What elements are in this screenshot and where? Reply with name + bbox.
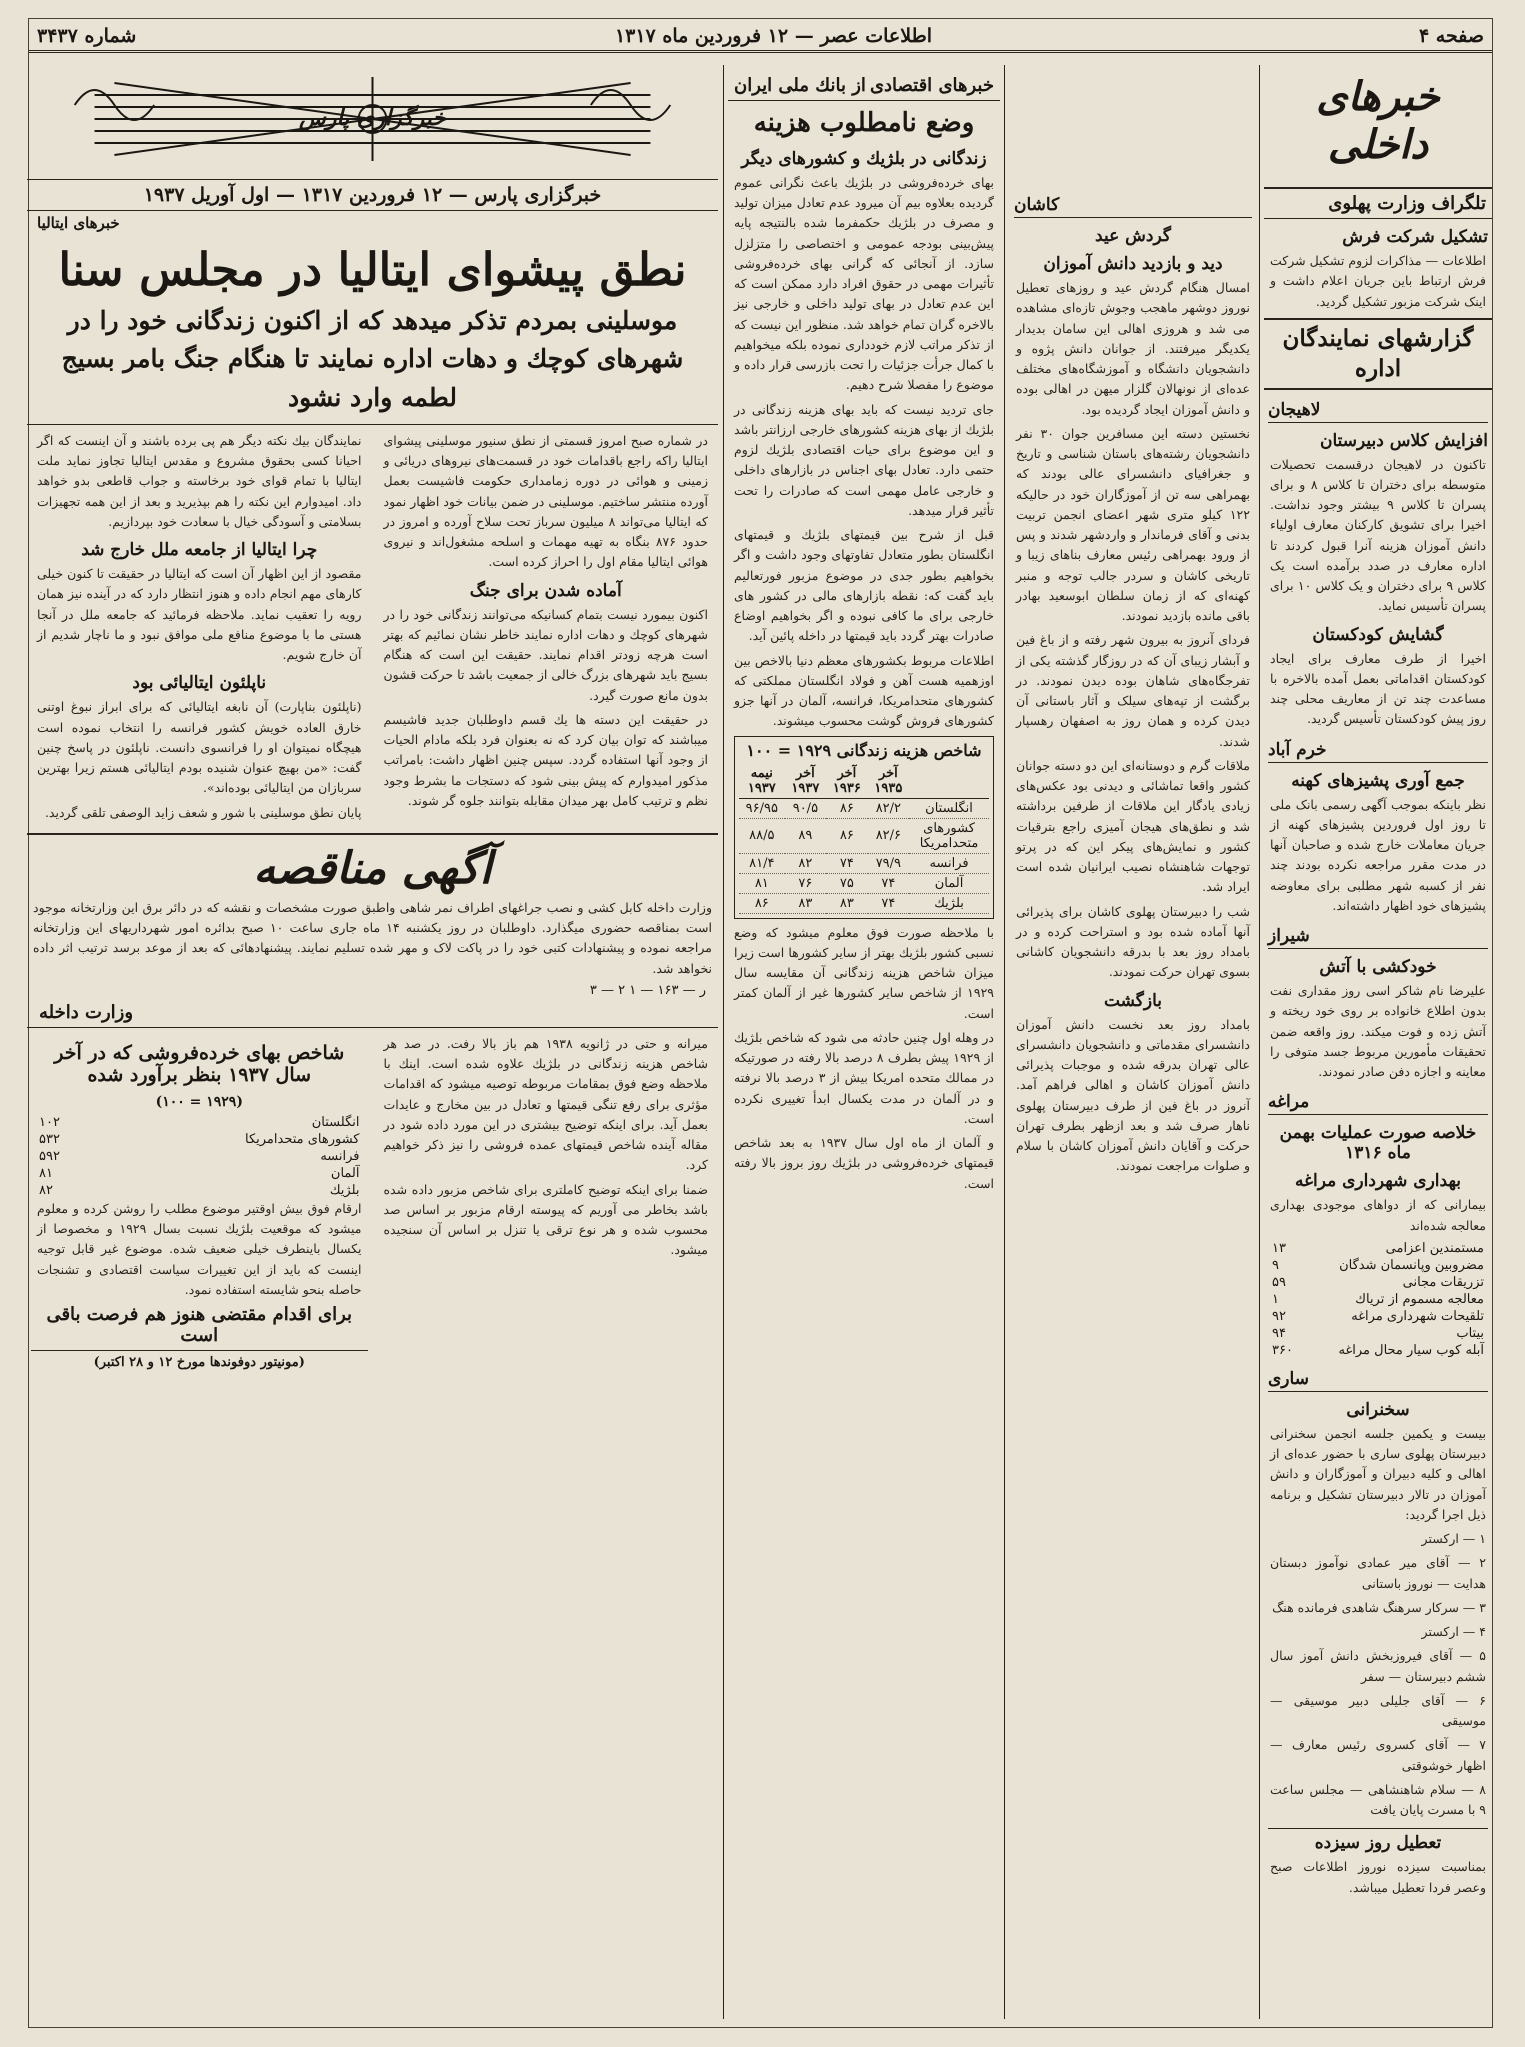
table-cell: ۸۹ [785,818,826,853]
table-cell: ۸۱ [739,873,785,893]
article-body: جای تردید نیست که باید بهای هزینه زندگانی در بلژیك از بهای هزینه کشورهای خارجی ارزانتر باشد و این موضوع برای حیات اقتصادی بلژیك لزوم حتمی دارد. تعادل بهای اجناس در بازارهای داخلی و خارجی عامل مهمی است که صادرات را تحت تأثیر قرار میدهد. [734,401,994,518]
article-body: قبل از شرح بین قیمتهای بلژیك و قیمتهای انگلستان بطور متعادل تفاوتهای وجود داشت و اگر بخواهیم بطور جدی در موضوع مزبور فورتعالیم باید گفت که: نقطه بازارهای مالی در کشور های خارجی برای ما کافی نبوده و اگر بخواهیم اوضاع صادرات بهتر گردد باید قیمتها در داخله پائین آید. [734,527,994,644]
article-body: امسال هنگام گردش عید و روزهای تعطیل نوروز دوشهر ماهجب وجوش تازه‌ای مشاهده می شد و هروزی اهالی این سامان بدیدار یکدیگر میرفتند. از جوانان دانش پژوه و دانشجویان دانشگاه و آموزشگاه‌های مختلف عده‌ای از نونهالان گلزار میهن در اهالی بوده و دانش آموزان ایجاد گردیده بود. [1016,280,1250,417]
city-label: لاهیجان [1268,400,1488,423]
table-row [739,893,989,913]
article-head: بهداری شهرداری مراغه [1294,1171,1462,1192]
table-cell: ۸۲/۲ [868,798,909,818]
reports-head: گزارشهای نمایندگان اداره [1264,318,1492,390]
article-head: خلاصه صورت عملیات بهمن ماه ۱۳۱۶ [1279,1123,1477,1164]
economic-news-column [728,65,1000,2019]
pars-dateline: خبرگزاری پارس — ۱۲ فروردین ۱۳۱۷ — اول آوریل ۱۹۳۷ [27,179,718,211]
retail-row [31,1182,368,1199]
retail-source: (مونیتور دوفوندها مورخ ۱۲ و ۲۸ اکتبر) [31,1350,368,1370]
retail-label: بلژیك [329,1182,360,1198]
issue-number: شماره ۳۴۳۷ [37,25,137,47]
main-headline: نطق پیشوای ایتالیا در مجلس سنا [58,243,687,296]
column-header: آخر ۱۹۳۶ [826,764,867,799]
article-head: تشکیل شرکت فرش [1342,227,1488,247]
article-subhead: چرا ایتالیا از جامعه ملل خارج شد [81,540,318,560]
table-cell: ۹۶/۹۵ [739,798,785,818]
pars-column-left [31,431,368,827]
table-cell: انگلستان [909,798,989,818]
article-body: پایان نطق موسلینی با شور و شعف زاید الوصفی تلقی گردید. [44,804,362,820]
article-head: گردش عید [1095,226,1171,246]
column-spacer [1010,65,1256,185]
pars-article-columns [27,424,718,827]
article-body: (ناپلئون بناپارت) آن نابغه ایتالیائی که برای ابراز نبوغ اوتنی خارق العاده خویش کشور فرانسه را انتخاب نموده است هیچگاه نمیتوان او را فرانسوی دانست. ناپلئون در پاسخ چنین گفت: «من بهیچ عنوان شنیده بودم ایتالیائی هستم زیرا بهترین سربازان من ایتالیائی بوده‌اند». [37,699,362,796]
stats-value: ۹۲ [1272,1308,1286,1324]
pars-news-column [27,65,718,2019]
headline-deck: موسلینی بمردم تذکر میدهد که از اکنون زندگانی خود را در شهرهای کوچك و دهات اداره نمایند تا هنگام جنگ بامر بسیج لطمه وارد نشود [61,305,684,412]
article-body: میرانه و حتی در ژانویه ۱۹۳۸ هم باز بالا رفت. در صد هر شاخص هزینه زندگانی در بلژیك علاوه شده است. اینك با ملاحظه وضع فوق بمقامات مربوطه توصیه میشود که اقدامات مؤثری برای رفع تنگی قیمتها و تعادل در بین مخارج و عایدات بعمل آید. برای اینکه توضیح بیشتری در این مورد داده شود در مقاله آینده شاخص قیمتهای عمده فروشی را نیز ذکر خواهیم کرد. [383,1035,708,1173]
stats-label: معالجه مسموم از تریاك [1355,1291,1484,1307]
retail-label: آلمان [330,1165,360,1181]
article-subhead: آماده شدن برای جنگ [469,580,622,601]
stats-label: مضروبین وپانسمان شدگان [1339,1257,1484,1273]
retail-index-box [31,1034,368,1370]
domestic-title: خبرهای داخلی [1316,73,1440,168]
econ-source: از بانك ملی ایران [734,75,866,96]
table-cell: ۷۴ [868,893,909,913]
retail-value: ۸۱ [39,1165,53,1181]
table-header-row [739,764,989,799]
stats-row [1264,1291,1492,1308]
retail-head: شاخص بهای خرده‌فروشی که در آخر سال ۱۹۳۷ بنظر برآورد شده [54,1041,345,1086]
tender-fine-print: ر — ۱۶۳ — ۱ ۲ — ۳ [589,982,706,998]
column-rule [723,65,724,2019]
article-body: بیست و یکمین جلسه انجمن سخنرانی دبیرستان پهلوی ساری با حضور عده‌ای از اهالی و کلیه دبیران و آموزگاران و دانش آموزان در تالار دبیرستان تشکیل و برنامه ذیل اجرا گردید: [1270,1425,1486,1522]
article-body: و آلمان از ماه اول سال ۱۹۳۷ به بعد شاخص قیمتهای خرده‌فروشی در بلژیك روز بروز بالا رفته است. [734,1135,994,1191]
tender-body: وزارت داخله کابل کشی و نصب جراغهای اطراف نمر شاهی واطبق صورت مشخصات و نقشه که در دائر برق این وزارتخانه موجود است بمناقصه حضوری میگذارد. داوطلبان در روز یکشنبه ۱۴ ماه جاری ساعت ۱۰ صبح بدائره امور شهرداریهای این وزارتخانه مراجعه نموده و پیشنهادات کتبی خود را در پاکت لاک و مهر شده تسلیم نمایند. پیشنهادهائی که بعد از موعد برسد ترتیب اثر داده نخواهد شد. [33,899,712,976]
table-cell: ۸۸/۵ [739,818,785,853]
table-cell: ۸۲ [785,853,826,873]
article-body: بیمارانی که از دواهای موجودی بهداری معالجه شده‌اند [1270,1197,1486,1233]
column-rule [1004,65,1005,2019]
retail-label: کشورهای متحدامریکا [244,1131,360,1147]
stats-label: آبله کوب سیار محال مراغه [1338,1342,1484,1358]
table-cell: ۷۴ [868,873,909,893]
article-body: نظر باینکه بموجب آگهی رسمی بانک ملی تا روز اول فروردین پشیزهای کهنه از جریان معاملات خارج شده و صاحبان آنها در مدت مقرر مراجعه نکرده بودند چند نفر از کسبه شهر مطلبی برای معاوضه پشیزهای خود اظهار داشته‌اند. [1270,796,1486,913]
stats-row [1264,1240,1492,1257]
stats-row [1264,1325,1492,1342]
article-body: بامداد روز بعد نخست دانش آموزان دانشسرای مقدماتی و دانشجویان دانشسرای عالی تهران بدرقه شده و موجبات پذیرائی دانش آموزان کاشان و اهالی فراهم آمد. آنروز در باغ فین از طرف دبیرستان پهلوی ناهار صرف شد و بعد ازظهر بطرف تهران حرکت و آقایان دانش آموزان کاشان با سلام و صلوات مراجعت نمودند. [1016,1016,1250,1174]
retail-value: ۵۳۲ [39,1131,60,1147]
masthead-date: اطلاعات عصر — ۱۲ فروردین ماه ۱۳۱۷ [614,25,932,47]
retail-base: (۱۹۲۹ = ۱۰۰) [155,1093,243,1110]
article-head: دید و بازدید دانش آموزان [1043,254,1223,274]
stats-value: ۹ [1272,1257,1279,1273]
article-head: گشایش کودکستان [1312,624,1444,645]
logo-text: خبرگزاری پارس [299,105,446,131]
article-body: با ملاحظه صورت فوق معلوم میشود که وضع نسبی کشور بلژیك بهتر از سایر کشورها است زیرا میزان شاخص هزینه زندگانی آن مقایسه سال ۱۹۲۹ از شاخص سایر کشورها غیر از آلمان کمتر است. [734,924,994,1021]
column-rule [1259,65,1260,2019]
retail-value: ۸۲ [39,1182,53,1198]
table-cell: کشورهای متحدامریکا [909,818,989,853]
table-title: شاخص هزینه زندگانی ۱۹۲۹ = ۱۰۰ [746,740,982,760]
table-cell: ۷۶ [785,873,826,893]
table-row [739,818,989,853]
program-item: ۸ — سلام شاهنشاهی — مجلس ساعت ۹ با مسرت پایان یافت [1270,1781,1486,1818]
pars-column-right [378,431,715,827]
article-body: ملاقات گرم و دوستانه‌ای این دو دسته جوانان کشور واقعا تماشائی و دیدنی بود عکس‌های زیادی یادگار این ملاقات از طرفین برداشته شد و نطق‌های هیجان آمیزی راجع بترقیات کشور و نمایش‌های پیکر این که در پرتو توجهات شاهنشاه نصیب ایرانیان شده است ایراد شد. [1016,757,1250,895]
table-cell: ۸۶ [826,818,867,853]
retail-value: ۵۹۲ [39,1148,60,1164]
stats-value: ۹۴ [1272,1325,1286,1341]
article-head: تعطیل روز سیزده [1268,1828,1488,1853]
city-label: مراغه [1268,1092,1488,1115]
table-cell: ۷۹/۹ [868,853,909,873]
table-cell: ۸۳ [826,893,867,913]
lower-econ-right [378,1034,715,1370]
table-cell: ۷۴ [826,853,867,873]
retail-label: فرانسه [320,1148,360,1164]
article-body: اخیرا از طرف معارف برای ایجاد کودکستان اقداماتی بعمل آمده بالاخره با مساعدت چند تن از معاریف محلی چند روز پیش کودکستان تأسیس گردید. [1270,650,1486,727]
program-item: ۴ — ارکستر [1421,1624,1486,1640]
pars-agency-logo [35,65,710,173]
column-header [909,764,989,799]
article-head: خودکشی با آتش [1319,957,1437,978]
retail-row [31,1131,368,1148]
article-body: در شماره صبح امروز قسمتی از نطق سنیور موسلینی پیشوای ایتالیا راکه راجع باقدامات خود در قسمت‌های نیروهای دریائی و زمینی و هوائی در دوره زمامداری حکومت فاشیست بعمل آورده منتشر ساختیم. موسلینی در ضمن بیانات خود اظهار نمود که ایتالیا می‌تواند ۸ میلیون سرباز تحت سلاح آورده و امروز در حدود ۸۷۶ بنگاه به تهیه مهمات و اسلحه مشغول‌اند و نیروی هوائی ایتالیا مقام اول را احراز کرده است. [383,432,708,570]
table-cell: ۸۶ [739,893,785,913]
column-header: نیمه ۱۹۳۷ [739,764,785,799]
article-head: جمع آوری پشیزهای کهنه [1291,770,1465,791]
city-news-column [1010,65,1256,2019]
column-header: آخر ۱۹۳۷ [785,764,826,799]
article-body: اطلاعات — مذاکرات لزوم تشکیل شرکت فرش ارتباط باین جریان اعلام داشت و اینک شرکت مزبور تشکیل گردید. [1270,253,1486,309]
stats-value: ۱ [1272,1291,1279,1307]
stats-value: ۱۳ [1272,1240,1286,1256]
table-cell: ۸۳ [785,893,826,913]
article-body: فردای آنروز به بیرون شهر رفته و از باغ فین و آبشار زیبای آن که در روزگار گذشته یکی از تفرجگاه‌های شاهان بوده دیدن نمودند. در برگشت از تپه‌های سیلک و آثار باستانی آن دیدن کرده و همان روز به اصفهان رهسپار شدند. [1016,632,1250,749]
article-subhead: زندگانی در بلژیك و کشورهای دیگر [741,148,987,169]
domestic-news-column [1264,65,1492,2019]
retail-notice: برای اقدام مقتضی هنوز هم فرصت باقی است [46,1304,353,1346]
stats-label: تلقیحات شهرداری مراغه [1351,1308,1484,1324]
stats-label: تزریقات مجانی [1402,1274,1484,1290]
stats-row [1264,1308,1492,1325]
article-body: تاکنون در لاهیجان درقسمت تحصیلات متوسطه برای دختران تا کلاس ۸ و برای پسران تا کلاس ۹ بیشتر وجود نداشت. اخیرا برای تشویق کارکنان معارف اولیاء دانش آموزان هزینه آنرا قبول کردند تا اداره معارف در صدد برآمده است یک کلاس ۹ برای دختران و یک کلاس ۱۰ برای پسران تأسیس نماید. [1270,456,1487,614]
article-body: ضمنا برای اینکه توضیح کاملتری برای شاخص مزبور داده شده باشد بخاطر می آوریم که پیوسته ارقام مزبور بر اساس صد محسوب شده و هر نوع ترقی یا تنزل بر اساس آن سنجیده میشود. [383,1181,708,1258]
retail-row [31,1165,368,1182]
table-row [739,798,989,818]
pars-section-label: خبرهای ایتالیا [37,214,120,232]
stats-label: مستمندین اعزامی [1385,1240,1484,1256]
stats-row [1264,1257,1492,1274]
article-body: شب را دبیرستان پهلوی کاشان برای پذیرائی آنها آماده شده بود و استراحت کرده و در بامداد روز بعد با بدرقه دانشجویان کاشانی بسوی تهران حرکت نمودند. [1016,903,1250,980]
tender-ad [27,833,718,1027]
program-item: ۵ — آقای فیروزبخش دانش آموز سال ششم دبیرستان — سفر [1270,1648,1486,1684]
stats-row [1264,1274,1492,1291]
table-cell: فرانسه [909,853,989,873]
stats-value: ۵۹ [1272,1274,1286,1290]
table-cell: بلژیك [909,893,989,913]
article-subhead: ناپلئون ایتالیائی بود [132,673,267,694]
program-item: ۶ — آقای جلیلی دبیر موسیقی — موسیقی [1270,1692,1486,1729]
program-item: ۱ — ارکستر [1421,1531,1486,1547]
econ-section-label [728,71,1000,101]
program-item: ۲ — آقای میر عمادی نوآموز دبستان هدایت — نوروز باستانی [1270,1555,1486,1591]
table-cell: ۷۵ [826,873,867,893]
table-cell: ۹۰/۵ [785,798,826,818]
article-body: بمناسبت سیزده نوروز اطلاعات صبح وعصر فردا تعطیل میباشد. [1270,1859,1486,1895]
article-head: سخنرانی [1346,1399,1410,1420]
article-body: نمایندگان بیك نکته دیگر هم پی برده باشند و آن اینست که اگر احیانا کسی بحقوق مشروع و مقدس ایتالیا تجاوز نماید ملت ایتالیا با تمام قوای خود برخاسته و جواب قاطعی بدو خواهد داد. امیدوارم این نکته را هم بپذیرید و بعد از این همه تجهیزات بسلامتی و آسودگی خیال با سعادت خود بپردازیم. [37,432,362,529]
table-cell: ۸۱/۴ [739,853,785,873]
cost-of-living-index-table [734,736,994,919]
article-body: علیرضا نام شاکر اسی روز مقداری نفت بدون اطلاع خانواده بر روی خود ریخته و آتش زده و فوت میکند. روز واقعه ضمن تحقیقات مأمورین مربوط جسد متوفی را معاینه و اجازه دفن صادر نمودند. [1270,983,1486,1080]
tender-footer [27,983,718,998]
city-label: ساری [1268,1369,1488,1392]
article-body: بهای خرده‌فروشی در بلژیك باعث نگرانی عموم گردیده بعلاوه بیم آن میرود عدم تعادل میزان تولید و مصرف در بلژیك حکمفرما شده بالنتیجه پایه پیش‌بینی بودجه عمومی و اختصاصی را متزلزل سازد. از آنجائی که گرانی بهای خرده‌فروشی تأثیرات مهمی در حقوق افراد دارد ممکن است که این عدم تعادل در بهای تولید داخلی و خارجی نیز بالاخره گران تمام خواهد شد. منظور این نیست که از تذکر مراتب لازم خودداری نموده بلکه میخواهیم با کمال جرأت جزئیات را تحت بازرسی قرار داده و موضوع را مفصلا شرح دهیم. [734,174,994,393]
tender-signer: وزارت داخله [39,1001,134,1023]
index-table [739,764,989,914]
city-dateline: کاشان [1014,195,1252,218]
program-item: ۷ — آقای کسروی رئیس معارف — اظهار خوشوقتی [1270,1737,1486,1773]
tender-title: آگهی مناقصه [253,842,492,894]
masthead [29,19,1492,53]
article-body: در وهله اول چنین حادثه می شود که شاخص بلژیك از ۱۹۲۹ پیش بطرف ۸ درصد بالا رفته در صورتیکه در ممالك متحده امریکا بیش از ۳ درصد بالا نرفته و در آلمان در مدت یکسال ابدأ تغییری نکرده است. [734,1029,994,1126]
table-cell: آلمان [909,873,989,893]
retail-value: ۱۰۲ [39,1114,60,1130]
retail-row [31,1148,368,1165]
program-item: ۳ — سرکار سرهنگ شاهدی فرمانده هنگ [1272,1599,1486,1615]
article-body: مقصود از این اظهار آن است که ایتالیا در حقیقت تا کنون خیلی کارهای مهم انجام داده و هنوز انتظار دارد که در آینده نیز همان رویه را تعقیب نماید. ملاحظه فرمائید که جامعه ملل در آنجا هستی ما با موضوع منافع ملی موافق نبود و ما ناچار شدیم از آن خارج شویم. [37,566,362,662]
article-body: نخستین دسته این مسافرین جوان ۳۰ نفر دانشجویان رشته‌های باستان شناسی و تاریخ و جغرافیای دانشسرای عالی بودند که بهمراهی سه تن از آموزگاران خود در حالیکه ۱۲۲ کیلو متری شهر اعضای انجمن تربیت بدنی و آقای فرماندار و واردشهر شدند و پس از ورود بهمراهی رئیس معارف بناهای زیبا و تاریخی کاشان و سردر جالب توجه و منبر کهنه‌ای که از زمان سلطان ابوسعید بهادر باقی مانده بازدید نمودند. [1016,425,1250,623]
telegraph-head: تلگراف وزارت پهلوی [1264,187,1492,219]
table-cell: ۸۲/۶ [868,818,909,853]
article-body: اطلاعات مربوط بکشورهای معظم دنیا بالاخص بین اوزهمیه هست آهن و فولاد انگلستان مملکتی که کشورهای متحدامریکا، فرانسه، آلمان در آنها جزو کشورهای فروش گوشت محسوب میشوند. [734,652,994,729]
column-header: آخر ۱۹۳۵ [868,764,909,799]
table-row [739,853,989,873]
retail-row [31,1114,368,1131]
article-head: بازگشت [1103,990,1163,1011]
retail-label: انگلستان [311,1114,360,1130]
stats-value: ۳۶۰ [1272,1342,1293,1358]
article-body: در حقیقت این دسته ها یك قسم داوطلبان جدید فاشیسم میباشند که تو‌ان بیان کرد که نه بعنوان فرد بلکه مادام الحیات از وجود آنها استفاده گردد. سپس چنین اظهار داشت: بامراتب مذکور امیدوارم که پیش بینی شود که دستجات ما بشرط وجود نظم و ترتیب کامل بهر میدان مقابله بتوانند جلوه گر شوند. [383,711,708,808]
article-body: اکنون بیمورد نیست بتمام کسانیکه می‌توانند زندگانی خود را در شهرهای کوچك و دهات اداره نمایند خاطر نشان نمائیم که بهتر است هرچه زودتر اقدام نمایند. حقیقت این است که هنگام بسیج باید شهرهای بزرگ خالی از جمعیت باشد تا حرکت قشون بدون مانع صورت گیرد. [383,606,708,703]
article-headline: وضع نامطلوب هزینه [753,108,975,138]
article-body: ارقام فوق بیش اوقتیر موضوع مطلب را روشن کرده و معلوم میشود که موقعیت بلژیك نسبت بسال ۱۹۲۹ و مخصوصا از یکسال باینطرف خیلی ضعیف شده. موضوع غیر قابل توجیه اینست که باید از این تغییرات سیاست اقتصادی و تشنجات حاصله بنحو شایسته استفاده نمود. [37,1200,362,1297]
newspaper-page [28,18,1493,2028]
stats-label: بیتاب [1456,1325,1484,1341]
article-head: افزایش کلاس دبیرستان [1319,430,1488,451]
stats-row [1264,1342,1492,1359]
table-row [739,873,989,893]
stats-list [1264,1240,1492,1359]
city-label: خرم آباد [1268,740,1488,763]
econ-section-title: خبرهای اقتصادی [869,75,994,96]
lower-econ-columns [27,1027,718,1370]
city-label: شیراز [1268,926,1488,949]
table-cell: ۸۶ [826,798,867,818]
page-number: صفحه ۴ [1418,25,1484,47]
